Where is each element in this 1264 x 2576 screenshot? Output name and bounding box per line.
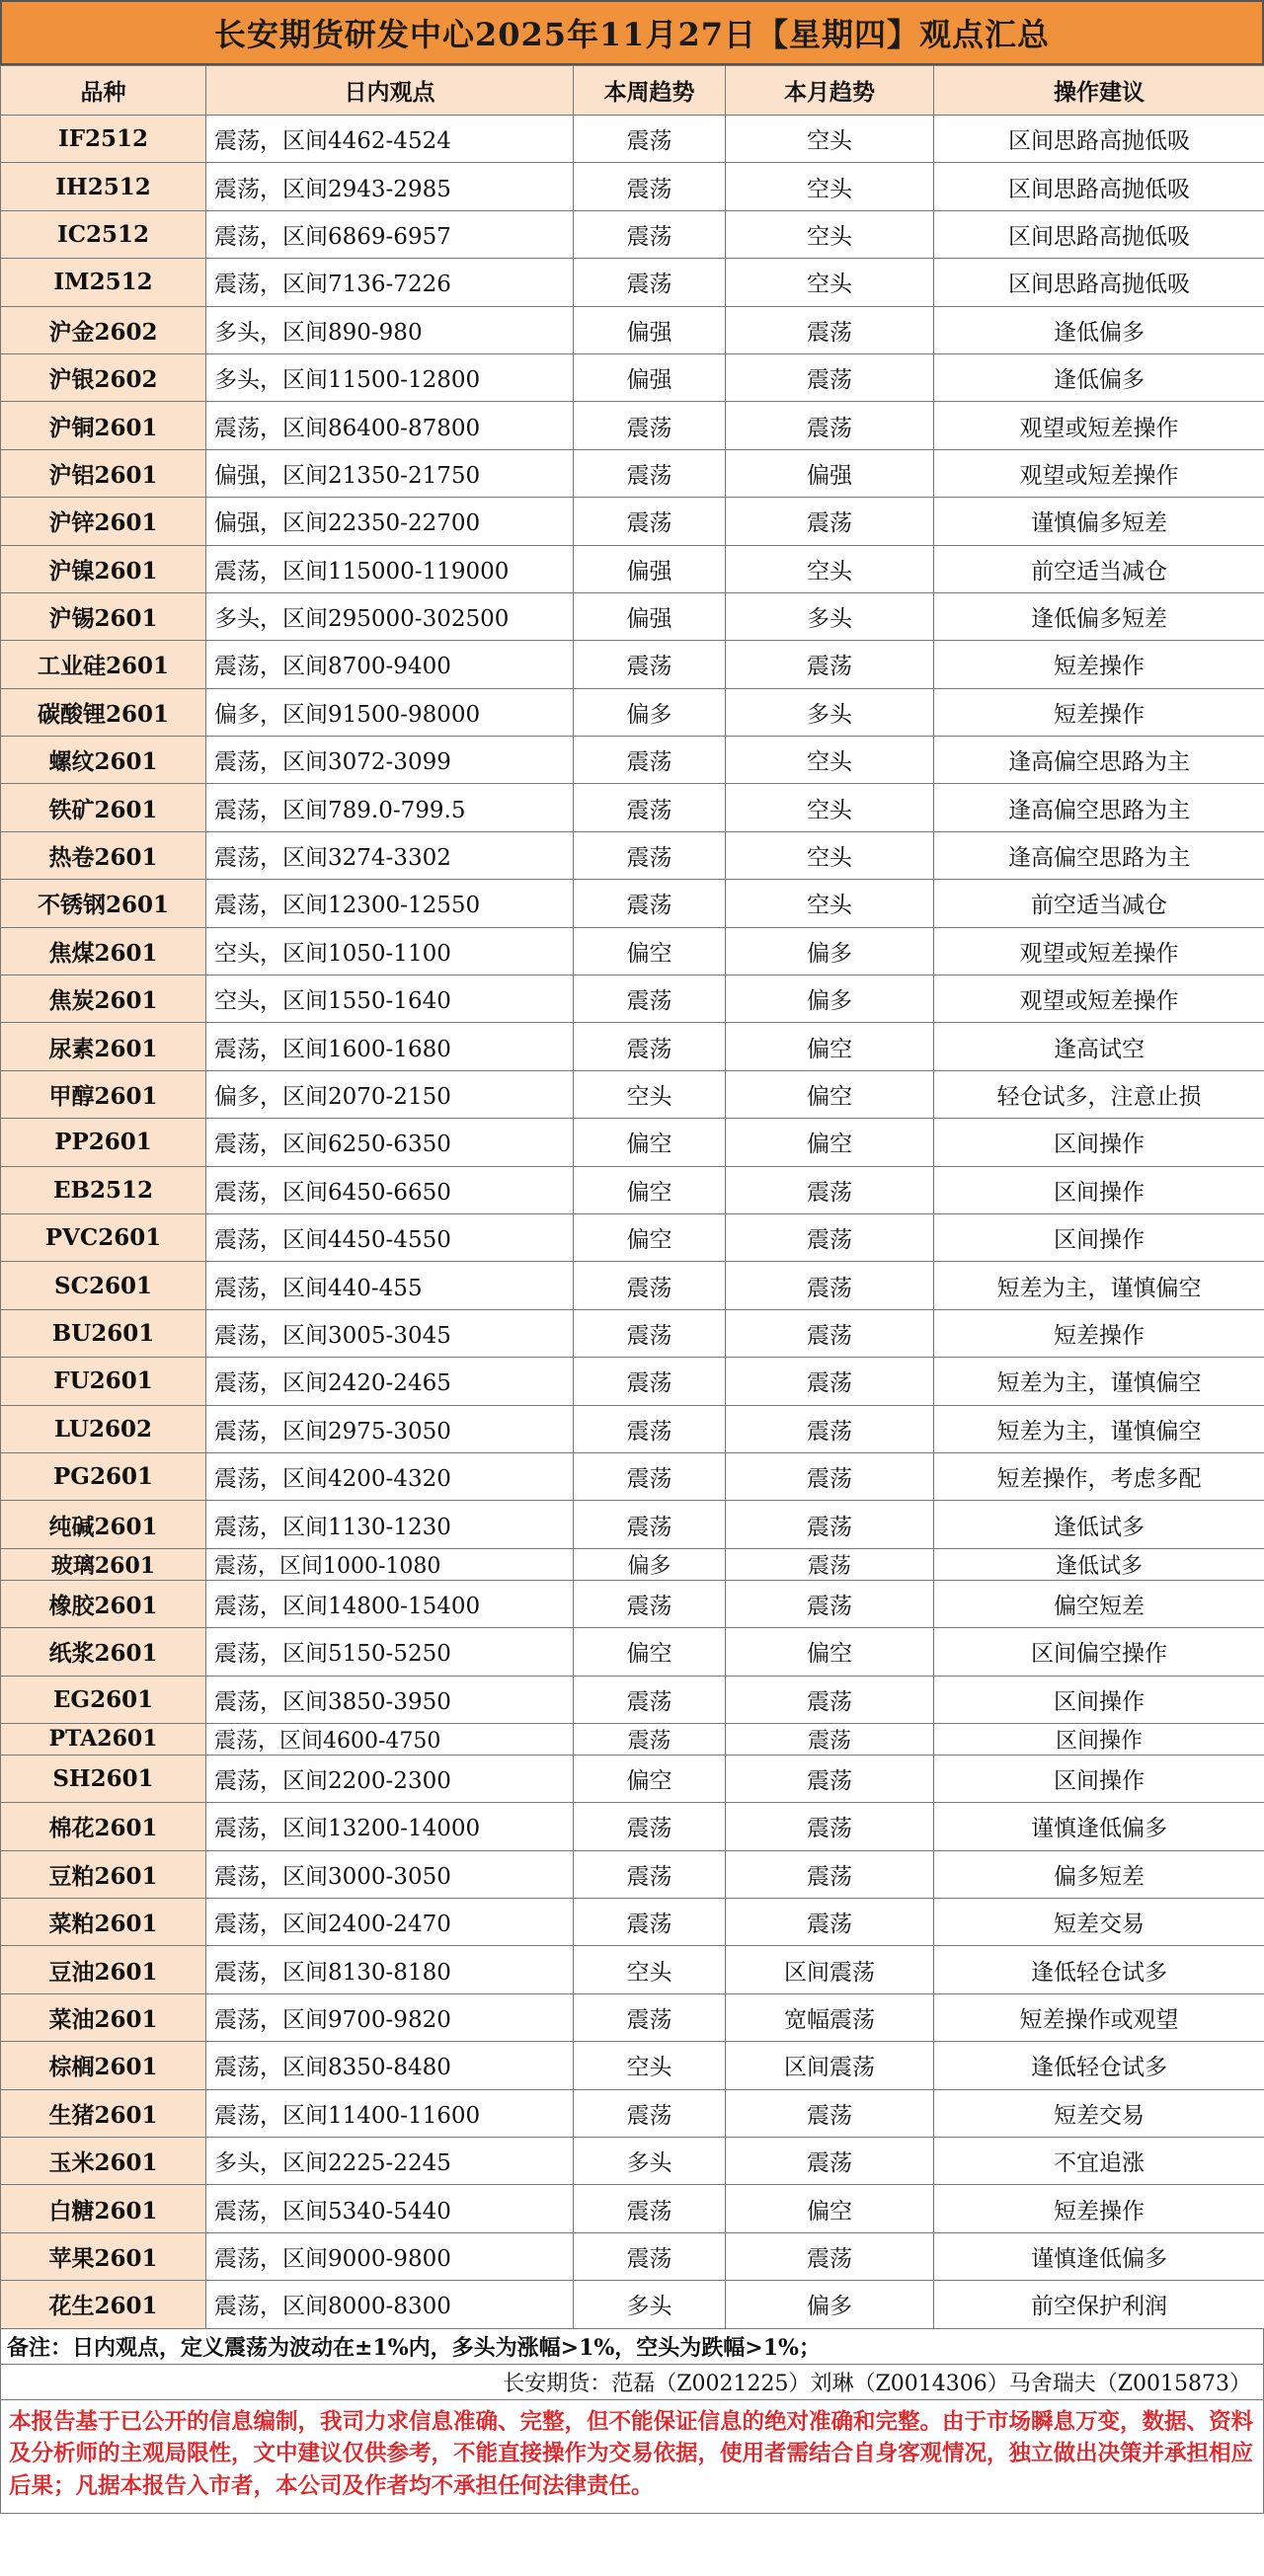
advice-cell: 短差操作 — [934, 688, 1264, 736]
variety-cell: LU2602 — [1, 1405, 206, 1452]
month-trend-cell: 空头 — [726, 880, 934, 927]
variety-cell: 尿素2601 — [1, 1023, 206, 1070]
header-month-trend: 本月趋势 — [726, 66, 934, 116]
month-trend-cell: 震荡 — [726, 1262, 934, 1309]
table-row — [1, 1580, 1264, 1627]
month-trend-cell: 偏空 — [726, 1119, 934, 1166]
week-trend-cell: 震荡 — [574, 641, 726, 688]
week-trend-cell: 震荡 — [574, 1899, 726, 1946]
month-trend-cell: 偏多 — [726, 2281, 934, 2328]
table-row — [1, 1755, 1264, 1802]
variety-cell: 棉花2601 — [1, 1803, 206, 1850]
table-row — [1, 2138, 1264, 2185]
table-row — [1, 1452, 1264, 1500]
month-trend-cell: 震荡 — [726, 1580, 934, 1627]
month-trend-cell: 震荡 — [726, 306, 934, 353]
advice-cell: 区间操作 — [934, 1166, 1264, 1213]
variety-cell: 铁矿2601 — [1, 784, 206, 831]
month-trend-cell: 震荡 — [726, 1850, 934, 1898]
advice-cell: 短差操作 — [934, 2185, 1264, 2232]
month-trend-cell: 震荡 — [726, 1803, 934, 1850]
table-row — [1, 784, 1264, 831]
month-trend-cell: 偏空 — [726, 1628, 934, 1676]
intraday-view-cell: 震荡，区间7136-7226 — [206, 259, 574, 306]
variety-cell: IH2512 — [1, 163, 206, 210]
advice-cell: 谨慎逢低偏多 — [934, 2232, 1264, 2280]
month-trend-cell: 区间震荡 — [726, 2042, 934, 2089]
week-trend-cell: 震荡 — [574, 402, 726, 449]
table-row — [1, 2281, 1264, 2328]
intraday-view-cell: 震荡，区间8000-8300 — [206, 2281, 574, 2328]
advice-cell: 逢低试多 — [934, 1501, 1264, 1548]
variety-cell: 沪镍2601 — [1, 545, 206, 592]
variety-cell: 沪锡2601 — [1, 592, 206, 640]
advice-cell: 逢低轻仓试多 — [934, 2042, 1264, 2089]
header-row — [1, 66, 1264, 116]
table-row — [1, 545, 1264, 592]
table-row — [1, 210, 1264, 258]
table-row — [1, 1023, 1264, 1070]
intraday-view-cell: 多头，区间295000-302500 — [206, 592, 574, 640]
week-trend-cell: 偏强 — [574, 353, 726, 401]
variety-cell: 白糖2601 — [1, 2185, 206, 2232]
table-row — [1, 1803, 1264, 1850]
advice-cell: 区间思路高抛低吸 — [934, 116, 1264, 163]
variety-cell: BU2601 — [1, 1309, 206, 1357]
advice-cell: 不宜追涨 — [934, 2138, 1264, 2185]
advice-cell: 观望或短差操作 — [934, 976, 1264, 1023]
advice-cell: 观望或短差操作 — [934, 402, 1264, 449]
advice-cell: 短差交易 — [934, 2089, 1264, 2137]
month-trend-cell: 空头 — [726, 116, 934, 163]
month-trend-cell: 空头 — [726, 545, 934, 592]
advice-cell: 谨慎逢低偏多 — [934, 1803, 1264, 1850]
intraday-view-cell: 震荡，区间4600-4750 — [206, 1723, 574, 1755]
intraday-view-cell: 震荡，区间5150-5250 — [206, 1628, 574, 1676]
advice-cell: 逢低偏多短差 — [934, 592, 1264, 640]
intraday-view-cell: 空头，区间1550-1640 — [206, 976, 574, 1023]
variety-cell: 豆油2601 — [1, 1946, 206, 1993]
week-trend-cell: 偏空 — [574, 1213, 726, 1261]
variety-cell: IC2512 — [1, 210, 206, 258]
variety-cell: 沪铝2601 — [1, 449, 206, 497]
advice-cell: 谨慎偏多短差 — [934, 498, 1264, 545]
month-trend-cell: 偏多 — [726, 976, 934, 1023]
week-trend-cell: 偏强 — [574, 592, 726, 640]
week-trend-cell: 震荡 — [574, 1803, 726, 1850]
table-row — [1, 1899, 1264, 1946]
week-trend-cell: 偏空 — [574, 1166, 726, 1213]
variety-cell: 生猪2601 — [1, 2089, 206, 2137]
table-body — [1, 116, 1264, 2329]
intraday-view-cell: 震荡，区间2943-2985 — [206, 163, 574, 210]
variety-cell: 菜油2601 — [1, 1993, 206, 2041]
variety-cell: IF2512 — [1, 116, 206, 163]
table-row — [1, 1993, 1264, 2041]
week-trend-cell: 震荡 — [574, 737, 726, 784]
week-trend-cell: 震荡 — [574, 1723, 726, 1755]
month-trend-cell: 震荡 — [726, 1676, 934, 1723]
variety-cell: 沪银2602 — [1, 353, 206, 401]
month-trend-cell: 震荡 — [726, 1899, 934, 1946]
intraday-view-cell: 多头，区间11500-12800 — [206, 353, 574, 401]
table-row — [1, 880, 1264, 927]
table-row — [1, 1501, 1264, 1548]
advice-cell: 前空适当减仓 — [934, 545, 1264, 592]
intraday-view-cell: 震荡，区间2200-2300 — [206, 1755, 574, 1802]
intraday-view-cell: 多头，区间2225-2245 — [206, 2138, 574, 2185]
table-row — [1, 402, 1264, 449]
variety-cell: 热卷2601 — [1, 831, 206, 879]
variety-cell: 纸浆2601 — [1, 1628, 206, 1676]
intraday-view-cell: 震荡，区间8700-9400 — [206, 641, 574, 688]
intraday-view-cell: 偏强，区间21350-21750 — [206, 449, 574, 497]
report-title: 长安期货研发中心2025年11月27日【星期四】观点汇总 — [0, 0, 1264, 65]
week-trend-cell: 空头 — [574, 1070, 726, 1118]
variety-cell: 螺纹2601 — [1, 737, 206, 784]
table-row — [1, 1070, 1264, 1118]
advice-cell: 短差交易 — [934, 1899, 1264, 1946]
month-trend-cell: 震荡 — [726, 1723, 934, 1755]
variety-cell: PG2601 — [1, 1452, 206, 1500]
month-trend-cell: 空头 — [726, 784, 934, 831]
week-trend-cell: 震荡 — [574, 1405, 726, 1452]
month-trend-cell: 偏强 — [726, 449, 934, 497]
intraday-view-cell: 震荡，区间8130-8180 — [206, 1946, 574, 1993]
table-row — [1, 1723, 1264, 1755]
week-trend-cell: 震荡 — [574, 1501, 726, 1548]
intraday-view-cell: 多头，区间890-980 — [206, 306, 574, 353]
week-trend-cell: 多头 — [574, 2138, 726, 2185]
advice-cell: 前空适当减仓 — [934, 880, 1264, 927]
table-row — [1, 2089, 1264, 2137]
week-trend-cell: 震荡 — [574, 1309, 726, 1357]
advice-cell: 观望或短差操作 — [934, 927, 1264, 975]
table-row — [1, 737, 1264, 784]
variety-cell: 橡胶2601 — [1, 1580, 206, 1627]
advice-cell: 短差操作或观望 — [934, 1993, 1264, 2041]
variety-cell: SC2601 — [1, 1262, 206, 1309]
month-trend-cell: 空头 — [726, 210, 934, 258]
advice-cell: 偏空短差 — [934, 1580, 1264, 1627]
week-trend-cell: 震荡 — [574, 2185, 726, 2232]
intraday-view-cell: 震荡，区间3000-3050 — [206, 1850, 574, 1898]
intraday-view-cell: 震荡，区间789.0-799.5 — [206, 784, 574, 831]
disclaimer-text: 本报告基于已公开的信息编制，我司力求信息准确、完整，但不能保证信息的绝对准确和完整。由于市场瞬息万变，数据、资料及分析师的主观局限性，文中建议仅供参考，不能直接操作为交易依据，使用者需结合自身客观情况，独立做出决策并承担相应后果；凡据本报告入市者，本公司及作者均不承担任何法律责任。 — [0, 2400, 1264, 2514]
month-trend-cell: 空头 — [726, 831, 934, 879]
advice-cell: 短差为主，谨慎偏空 — [934, 1358, 1264, 1405]
variety-cell: 苹果2601 — [1, 2232, 206, 2280]
week-trend-cell: 震荡 — [574, 880, 726, 927]
views-table — [0, 65, 1264, 2329]
month-trend-cell: 震荡 — [726, 1501, 934, 1548]
intraday-view-cell: 偏强，区间22350-22700 — [206, 498, 574, 545]
intraday-view-cell: 震荡，区间9700-9820 — [206, 1993, 574, 2041]
variety-cell: 玻璃2601 — [1, 1548, 206, 1580]
week-trend-cell: 空头 — [574, 2042, 726, 2089]
variety-cell: 纯碱2601 — [1, 1501, 206, 1548]
advice-cell: 逢高试空 — [934, 1023, 1264, 1070]
week-trend-cell: 多头 — [574, 2281, 726, 2328]
table-row — [1, 976, 1264, 1023]
advice-cell: 偏多短差 — [934, 1850, 1264, 1898]
advice-cell: 区间偏空操作 — [934, 1628, 1264, 1676]
advice-cell: 观望或短差操作 — [934, 449, 1264, 497]
week-trend-cell: 震荡 — [574, 784, 726, 831]
table-row — [1, 1213, 1264, 1261]
month-trend-cell: 震荡 — [726, 1548, 934, 1580]
month-trend-cell: 偏空 — [726, 2185, 934, 2232]
week-trend-cell: 偏多 — [574, 1548, 726, 1580]
table-row — [1, 1850, 1264, 1898]
table-row — [1, 2232, 1264, 2280]
intraday-view-cell: 震荡，区间3274-3302 — [206, 831, 574, 879]
table-row — [1, 2042, 1264, 2089]
intraday-view-cell: 震荡，区间8350-8480 — [206, 2042, 574, 2089]
week-trend-cell: 震荡 — [574, 163, 726, 210]
advice-cell: 逢低偏多 — [934, 353, 1264, 401]
advice-cell: 区间操作 — [934, 1723, 1264, 1755]
intraday-view-cell: 偏多，区间2070-2150 — [206, 1070, 574, 1118]
table-row — [1, 688, 1264, 736]
month-trend-cell: 空头 — [726, 737, 934, 784]
intraday-view-cell: 震荡，区间6869-6957 — [206, 210, 574, 258]
table-row — [1, 449, 1264, 497]
intraday-view-cell: 震荡，区间115000-119000 — [206, 545, 574, 592]
week-trend-cell: 偏空 — [574, 1119, 726, 1166]
week-trend-cell: 空头 — [574, 1946, 726, 1993]
table-row — [1, 1309, 1264, 1357]
table-row — [1, 1119, 1264, 1166]
week-trend-cell: 震荡 — [574, 449, 726, 497]
table-row — [1, 1676, 1264, 1723]
intraday-view-cell: 震荡，区间4462-4524 — [206, 116, 574, 163]
advice-cell: 区间思路高抛低吸 — [934, 210, 1264, 258]
advice-cell: 区间操作 — [934, 1676, 1264, 1723]
advice-cell: 前空保护利润 — [934, 2281, 1264, 2328]
month-trend-cell: 震荡 — [726, 2089, 934, 2137]
variety-cell: 沪锌2601 — [1, 498, 206, 545]
week-trend-cell: 偏空 — [574, 1628, 726, 1676]
variety-cell: EB2512 — [1, 1166, 206, 1213]
table-row — [1, 592, 1264, 640]
authors-line: 长安期货：范磊（Z0021225）刘琳（Z0014306）马舍瑞夫（Z0015873） — [0, 2365, 1264, 2400]
header-intraday-view: 日内观点 — [206, 66, 574, 116]
month-trend-cell: 震荡 — [726, 1166, 934, 1213]
month-trend-cell: 多头 — [726, 688, 934, 736]
month-trend-cell: 震荡 — [726, 1405, 934, 1452]
week-trend-cell: 震荡 — [574, 2089, 726, 2137]
intraday-view-cell: 震荡，区间2420-2465 — [206, 1358, 574, 1405]
variety-cell: 花生2601 — [1, 2281, 206, 2328]
intraday-view-cell: 震荡，区间3850-3950 — [206, 1676, 574, 1723]
variety-cell: EG2601 — [1, 1676, 206, 1723]
week-trend-cell: 震荡 — [574, 259, 726, 306]
month-trend-cell: 空头 — [726, 163, 934, 210]
table-row — [1, 498, 1264, 545]
intraday-view-cell: 空头，区间1050-1100 — [206, 927, 574, 975]
month-trend-cell: 空头 — [726, 259, 934, 306]
intraday-view-cell: 震荡，区间6450-6650 — [206, 1166, 574, 1213]
table-row — [1, 831, 1264, 879]
intraday-view-cell: 震荡，区间1000-1080 — [206, 1548, 574, 1580]
variety-cell: 焦煤2601 — [1, 927, 206, 975]
week-trend-cell: 偏多 — [574, 688, 726, 736]
month-trend-cell: 震荡 — [726, 2138, 934, 2185]
advice-cell: 逢高偏空思路为主 — [934, 831, 1264, 879]
table-row — [1, 927, 1264, 975]
table-row — [1, 641, 1264, 688]
table-row — [1, 1628, 1264, 1676]
intraday-view-cell: 偏多，区间91500-98000 — [206, 688, 574, 736]
advice-cell: 逢低试多 — [934, 1548, 1264, 1580]
advice-cell: 短差操作 — [934, 641, 1264, 688]
intraday-view-cell: 震荡，区间5340-5440 — [206, 2185, 574, 2232]
header-week-trend: 本周趋势 — [574, 66, 726, 116]
variety-cell: PP2601 — [1, 1119, 206, 1166]
variety-cell: 不锈钢2601 — [1, 880, 206, 927]
week-trend-cell: 偏空 — [574, 927, 726, 975]
variety-cell: 豆粕2601 — [1, 1850, 206, 1898]
table-row — [1, 163, 1264, 210]
header-variety: 品种 — [1, 66, 206, 116]
month-trend-cell: 区间震荡 — [726, 1946, 934, 1993]
intraday-view-cell: 震荡，区间4450-4550 — [206, 1213, 574, 1261]
advice-cell: 区间思路高抛低吸 — [934, 259, 1264, 306]
table-row — [1, 1262, 1264, 1309]
intraday-view-cell: 震荡，区间11400-11600 — [206, 2089, 574, 2137]
variety-cell: 菜粕2601 — [1, 1899, 206, 1946]
intraday-view-cell: 震荡，区间14800-15400 — [206, 1580, 574, 1627]
week-trend-cell: 偏强 — [574, 306, 726, 353]
week-trend-cell: 震荡 — [574, 1580, 726, 1627]
advice-cell: 短差操作 — [934, 1309, 1264, 1357]
variety-cell: 甲醇2601 — [1, 1070, 206, 1118]
week-trend-cell: 震荡 — [574, 1262, 726, 1309]
advice-cell: 区间操作 — [934, 1755, 1264, 1802]
intraday-view-cell: 震荡，区间1600-1680 — [206, 1023, 574, 1070]
week-trend-cell: 震荡 — [574, 1023, 726, 1070]
month-trend-cell: 震荡 — [726, 498, 934, 545]
week-trend-cell: 震荡 — [574, 831, 726, 879]
month-trend-cell: 震荡 — [726, 2232, 934, 2280]
advice-cell: 逢高偏空思路为主 — [934, 737, 1264, 784]
variety-cell: PVC2601 — [1, 1213, 206, 1261]
intraday-view-cell: 震荡，区间9000-9800 — [206, 2232, 574, 2280]
intraday-view-cell: 震荡，区间4200-4320 — [206, 1452, 574, 1500]
intraday-view-cell: 震荡，区间6250-6350 — [206, 1119, 574, 1166]
month-trend-cell: 偏空 — [726, 1070, 934, 1118]
variety-cell: FU2601 — [1, 1358, 206, 1405]
advice-cell: 区间操作 — [934, 1213, 1264, 1261]
month-trend-cell: 震荡 — [726, 641, 934, 688]
advice-cell: 短差为主，谨慎偏空 — [934, 1262, 1264, 1309]
week-trend-cell: 震荡 — [574, 1452, 726, 1500]
variety-cell: SH2601 — [1, 1755, 206, 1802]
variety-cell: 棕榈2601 — [1, 2042, 206, 2089]
month-trend-cell: 震荡 — [726, 402, 934, 449]
week-trend-cell: 震荡 — [574, 2232, 726, 2280]
advice-cell: 短差为主，谨慎偏空 — [934, 1405, 1264, 1452]
month-trend-cell: 震荡 — [726, 1755, 934, 1802]
variety-cell: 焦炭2601 — [1, 976, 206, 1023]
week-trend-cell: 震荡 — [574, 1358, 726, 1405]
variety-cell: 碳酸锂2601 — [1, 688, 206, 736]
variety-cell: PTA2601 — [1, 1723, 206, 1755]
variety-cell: 沪金2602 — [1, 306, 206, 353]
variety-cell: IM2512 — [1, 259, 206, 306]
month-trend-cell: 震荡 — [726, 1358, 934, 1405]
variety-cell: 工业硅2601 — [1, 641, 206, 688]
variety-cell: 玉米2601 — [1, 2138, 206, 2185]
week-trend-cell: 震荡 — [574, 976, 726, 1023]
advice-cell: 区间操作 — [934, 1119, 1264, 1166]
month-trend-cell: 震荡 — [726, 1452, 934, 1500]
week-trend-cell: 偏空 — [574, 1755, 726, 1802]
advice-cell: 短差操作，考虑多配 — [934, 1452, 1264, 1500]
intraday-view-cell: 震荡，区间2400-2470 — [206, 1899, 574, 1946]
table-row — [1, 306, 1264, 353]
week-trend-cell: 震荡 — [574, 498, 726, 545]
week-trend-cell: 震荡 — [574, 1676, 726, 1723]
intraday-view-cell: 震荡，区间12300-12550 — [206, 880, 574, 927]
week-trend-cell: 偏强 — [574, 545, 726, 592]
advice-cell: 轻仓试多，注意止损 — [934, 1070, 1264, 1118]
table-row — [1, 1946, 1264, 1993]
month-trend-cell: 偏多 — [726, 927, 934, 975]
intraday-view-cell: 震荡，区间2975-3050 — [206, 1405, 574, 1452]
header-advice: 操作建议 — [934, 66, 1264, 116]
table-row — [1, 2185, 1264, 2232]
table-row — [1, 1166, 1264, 1213]
table-row — [1, 259, 1264, 306]
month-trend-cell: 震荡 — [726, 353, 934, 401]
month-trend-cell: 多头 — [726, 592, 934, 640]
variety-cell: 沪铜2601 — [1, 402, 206, 449]
intraday-view-cell: 震荡，区间86400-87800 — [206, 402, 574, 449]
advice-cell: 逢低轻仓试多 — [934, 1946, 1264, 1993]
advice-cell: 区间思路高抛低吸 — [934, 163, 1264, 210]
note-text: 备注：日内观点，定义震荡为波动在±1%内，多头为涨幅>1%，空头为跌幅>1%； — [0, 2329, 1264, 2365]
intraday-view-cell: 震荡，区间3005-3045 — [206, 1309, 574, 1357]
week-trend-cell: 震荡 — [574, 116, 726, 163]
table-row — [1, 1405, 1264, 1452]
month-trend-cell: 震荡 — [726, 1213, 934, 1261]
table-row — [1, 1358, 1264, 1405]
advice-cell: 逢高偏空思路为主 — [934, 784, 1264, 831]
week-trend-cell: 震荡 — [574, 1993, 726, 2041]
table-row — [1, 1548, 1264, 1580]
advice-cell: 逢低偏多 — [934, 306, 1264, 353]
intraday-view-cell: 震荡，区间3072-3099 — [206, 737, 574, 784]
month-trend-cell: 震荡 — [726, 1309, 934, 1357]
table-row — [1, 116, 1264, 163]
week-trend-cell: 震荡 — [574, 210, 726, 258]
intraday-view-cell: 震荡，区间440-455 — [206, 1262, 574, 1309]
table-row — [1, 353, 1264, 401]
month-trend-cell: 宽幅震荡 — [726, 1993, 934, 2041]
intraday-view-cell: 震荡，区间13200-14000 — [206, 1803, 574, 1850]
week-trend-cell: 震荡 — [574, 1850, 726, 1898]
intraday-view-cell: 震荡，区间1130-1230 — [206, 1501, 574, 1548]
month-trend-cell: 偏空 — [726, 1023, 934, 1070]
